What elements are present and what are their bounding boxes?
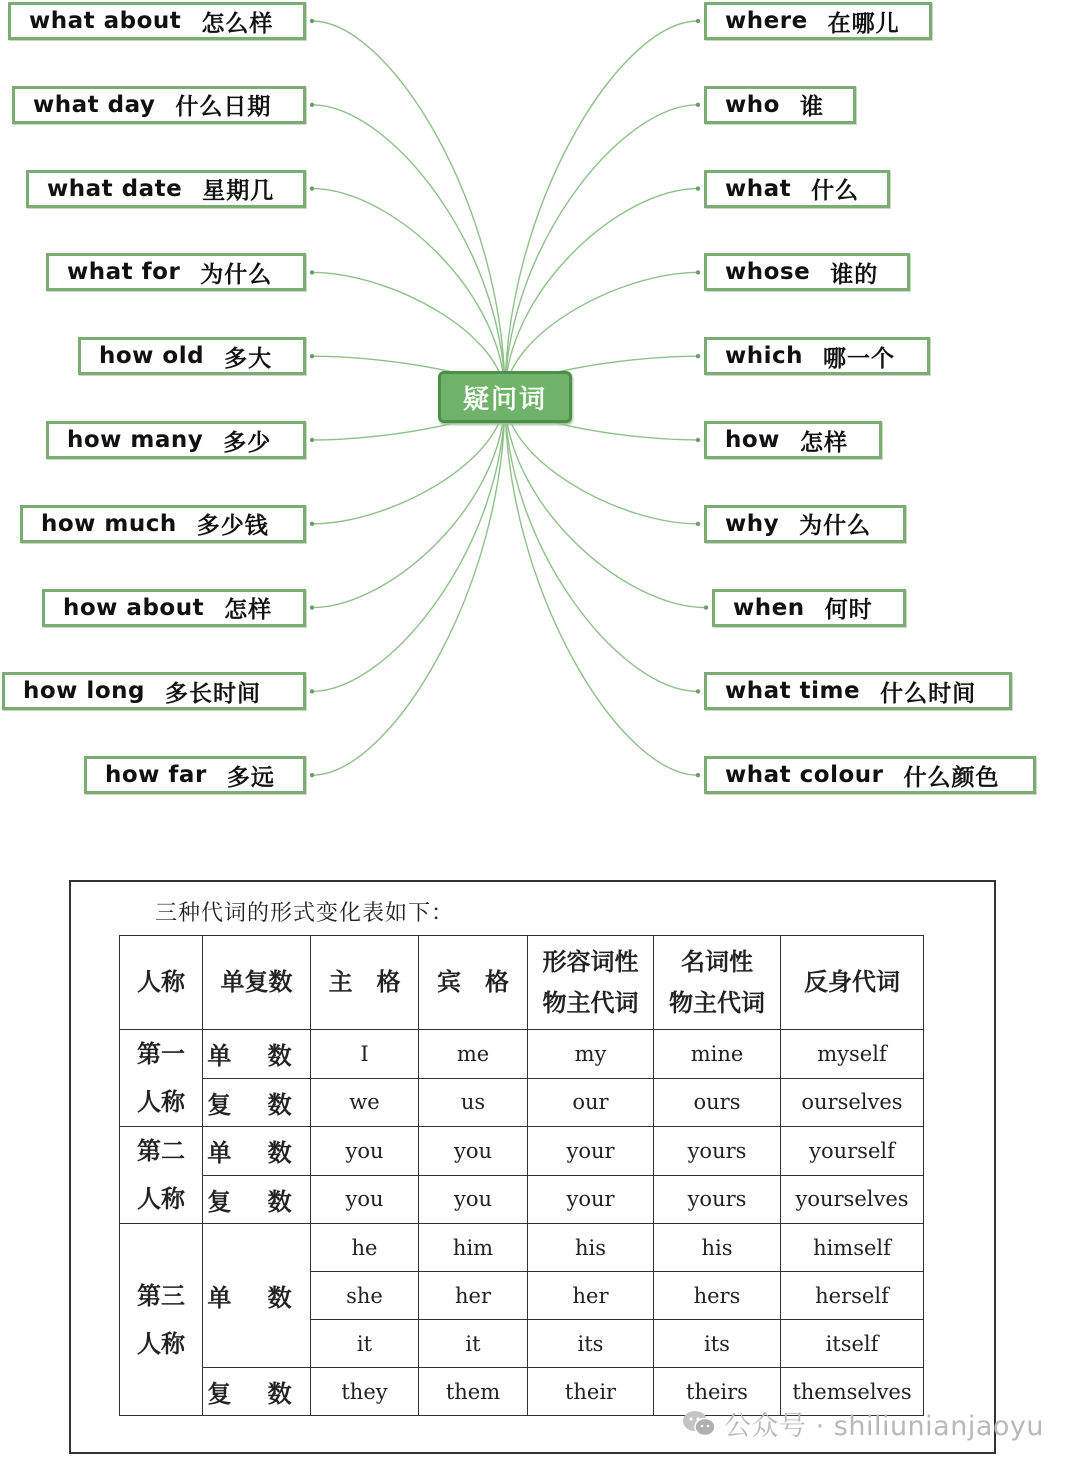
table-cell: I xyxy=(311,1030,419,1079)
table-cell: myself xyxy=(781,1030,924,1079)
node-chinese: 多大 xyxy=(224,345,273,372)
header-subjective: 主 格 xyxy=(311,936,419,1030)
table-cell: me xyxy=(419,1030,528,1079)
left-connector-dot-5 xyxy=(310,438,314,442)
left-node-how-many xyxy=(46,421,306,459)
node-chinese: 星期几 xyxy=(202,178,275,205)
number-cell: 单 数 xyxy=(203,1224,311,1368)
table-cell: we xyxy=(311,1078,419,1127)
left-node-how-much xyxy=(20,505,306,543)
table-row xyxy=(120,1224,924,1272)
node-english: when xyxy=(733,594,805,621)
table-cell: him xyxy=(419,1224,528,1272)
node-english: what time xyxy=(725,678,861,705)
node-chinese: 怎样 xyxy=(224,597,273,624)
left-node-how-far xyxy=(84,756,306,794)
table-cell: hers xyxy=(654,1272,781,1320)
table-cell: your xyxy=(528,1175,654,1224)
left-connector-dot-6 xyxy=(310,522,314,526)
table-cell: it xyxy=(419,1320,528,1368)
table-cell: himself xyxy=(781,1224,924,1272)
table-cell: yourself xyxy=(781,1127,924,1176)
right-node-how xyxy=(704,421,882,459)
left-connector-dot-0 xyxy=(310,19,314,23)
table-header-row xyxy=(120,936,924,1030)
table-cell: you xyxy=(419,1175,528,1224)
left-connector-dot-1 xyxy=(310,103,314,107)
table-row xyxy=(120,1078,924,1127)
table-cell: ourselves xyxy=(781,1078,924,1127)
node-english: whose xyxy=(725,259,811,286)
right-node-why xyxy=(704,505,906,543)
node-english: which xyxy=(725,343,804,370)
node-english: what date xyxy=(47,175,183,202)
table-cell: my xyxy=(528,1030,654,1079)
table-row xyxy=(120,1030,924,1079)
left-connector-dot-3 xyxy=(310,270,314,274)
table-caption: 三种代词的形式变化表如下： xyxy=(155,901,455,926)
table-cell: yourselves xyxy=(781,1175,924,1224)
node-chinese: 哪一个 xyxy=(823,345,896,372)
node-english: what for xyxy=(67,259,181,286)
table-cell: us xyxy=(419,1078,528,1127)
person-second: 第二 人称 xyxy=(120,1127,203,1224)
table-cell: ours xyxy=(654,1078,781,1127)
table-cell: its xyxy=(654,1320,781,1368)
person-third: 第三 人称 xyxy=(120,1224,203,1416)
table-cell: he xyxy=(311,1224,419,1272)
table-cell: yours xyxy=(654,1127,781,1176)
left-connector-1 xyxy=(312,105,505,397)
number-cell: 单 数 xyxy=(203,1127,311,1176)
right-node-what-colour xyxy=(704,756,1036,794)
node-chinese: 多少 xyxy=(223,429,272,456)
left-connector-dot-2 xyxy=(310,186,314,190)
node-chinese: 怎么样 xyxy=(201,10,274,37)
node-english: how much xyxy=(41,510,177,537)
node-chinese: 谁的 xyxy=(830,261,879,288)
left-connector-2 xyxy=(312,189,505,397)
left-connector-dot-8 xyxy=(310,689,314,693)
watermark-text: 公众号 · shiliunianjaoyu xyxy=(724,1411,1044,1442)
header-number: 单复数 xyxy=(203,936,311,1030)
header-adjective-possessive: 形容词性 物主代词 xyxy=(528,936,654,1030)
table-cell: our xyxy=(528,1078,654,1127)
right-connector-dot-3 xyxy=(696,270,700,274)
table-cell: them xyxy=(419,1368,528,1416)
node-chinese: 什么 xyxy=(811,178,860,205)
right-connector-dot-8 xyxy=(696,689,700,693)
table-cell: you xyxy=(419,1127,528,1176)
right-connector-dot-4 xyxy=(696,354,700,358)
node-english: how about xyxy=(63,594,205,621)
right-connector-dot-7 xyxy=(704,605,708,609)
left-node-what-date xyxy=(26,170,306,208)
left-node-how-old xyxy=(78,337,306,375)
node-english: what colour xyxy=(725,762,884,789)
pronoun-table xyxy=(119,935,924,1416)
header-objective: 宾 格 xyxy=(419,936,528,1030)
right-connector-dot-6 xyxy=(696,522,700,526)
node-chinese: 什么颜色 xyxy=(903,764,1000,791)
table-cell: itself xyxy=(781,1320,924,1368)
table-cell: your xyxy=(528,1127,654,1176)
right-connector-dot-1 xyxy=(696,103,700,107)
node-chinese: 多长时间 xyxy=(164,680,261,707)
node-chinese: 什么时间 xyxy=(880,680,977,707)
node-chinese: 在哪儿 xyxy=(827,10,900,37)
table-cell: her xyxy=(528,1272,654,1320)
person-first: 第一 人称 xyxy=(120,1030,203,1127)
right-node-when xyxy=(712,589,906,627)
right-connector-2 xyxy=(505,189,698,397)
node-chinese: 为什么 xyxy=(799,513,872,540)
table-cell: they xyxy=(311,1368,419,1416)
table-cell: its xyxy=(528,1320,654,1368)
node-english: why xyxy=(725,510,780,537)
right-node-which xyxy=(704,337,930,375)
node-english: how long xyxy=(23,678,145,705)
right-node-what-time xyxy=(704,672,1012,710)
table-cell: mine xyxy=(654,1030,781,1079)
left-connector-dot-9 xyxy=(310,773,314,777)
table-cell: you xyxy=(311,1175,419,1224)
right-node-where xyxy=(704,2,932,40)
header-person: 人称 xyxy=(120,936,203,1030)
table-cell: her xyxy=(419,1272,528,1320)
right-connector-8 xyxy=(505,397,698,691)
node-english: what about xyxy=(29,8,182,34)
table-cell: it xyxy=(311,1320,419,1368)
right-connector-dot-0 xyxy=(696,19,700,23)
left-connector-7 xyxy=(312,397,505,608)
node-english: what day xyxy=(33,91,156,118)
node-chinese: 多少钱 xyxy=(196,513,269,540)
table-cell: his xyxy=(528,1224,654,1272)
table-cell: you xyxy=(311,1127,419,1176)
node-chinese: 为什么 xyxy=(200,261,273,288)
table-cell: their xyxy=(528,1368,654,1416)
left-connector-dot-7 xyxy=(310,605,314,609)
table-row xyxy=(120,1175,924,1224)
table-cell: theirs xyxy=(654,1368,781,1416)
right-connector-1 xyxy=(505,105,698,397)
node-english: how xyxy=(725,427,780,453)
table-row xyxy=(120,1127,924,1176)
right-node-whose xyxy=(704,253,910,291)
left-node-what-about xyxy=(8,2,306,40)
number-cell: 复 数 xyxy=(203,1368,311,1416)
left-node-how-about xyxy=(42,589,306,627)
right-node-what xyxy=(704,170,890,208)
header-reflexive: 反身代词 xyxy=(781,936,924,1030)
center-node-question-words: 疑问词 xyxy=(438,371,572,423)
left-node-how-long xyxy=(2,672,306,710)
right-node-who xyxy=(704,86,856,124)
table-cell: themselves xyxy=(781,1368,924,1416)
watermark xyxy=(682,1404,1044,1443)
pronoun-table-frame xyxy=(69,880,996,1454)
number-cell: 单 数 xyxy=(203,1030,311,1079)
node-chinese: 多远 xyxy=(226,764,275,791)
node-english: how old xyxy=(99,343,205,370)
left-connector-dot-4 xyxy=(310,354,314,358)
node-english: how far xyxy=(105,762,207,789)
node-chinese: 谁 xyxy=(799,94,824,121)
number-cell: 复 数 xyxy=(203,1175,311,1224)
left-connector-8 xyxy=(312,397,505,691)
node-english: who xyxy=(725,91,780,118)
node-chinese: 怎样 xyxy=(799,429,848,456)
header-nominal-possessive: 名词性 物主代词 xyxy=(654,936,781,1030)
table-cell: yours xyxy=(654,1175,781,1224)
node-english: how many xyxy=(67,427,204,453)
table-cell: she xyxy=(311,1272,419,1320)
node-chinese: 什么日期 xyxy=(175,94,272,121)
node-chinese: 何时 xyxy=(824,597,873,624)
node-english: where xyxy=(725,8,808,34)
right-connector-dot-2 xyxy=(696,186,700,190)
wechat-icon xyxy=(682,1410,716,1438)
left-node-what-day xyxy=(12,86,306,124)
left-node-what-for xyxy=(46,253,306,291)
right-connector-dot-9 xyxy=(696,773,700,777)
number-cell: 复 数 xyxy=(203,1078,311,1127)
table-cell: herself xyxy=(781,1272,924,1320)
node-english: what xyxy=(725,175,792,202)
table-cell: his xyxy=(654,1224,781,1272)
right-connector-dot-5 xyxy=(696,438,700,442)
